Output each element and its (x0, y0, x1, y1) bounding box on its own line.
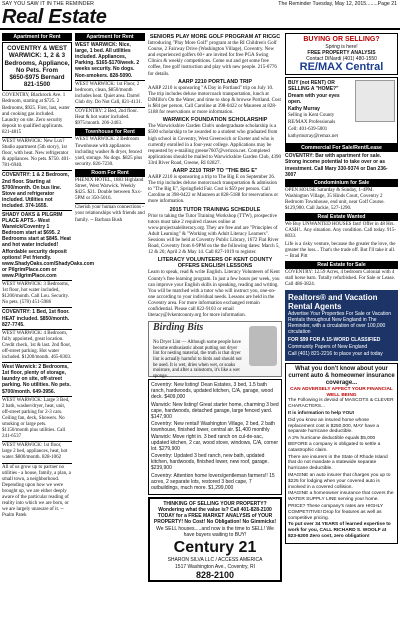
land-head: Real Estate for Sale (285, 261, 398, 269)
classified-ad: COVENTRY: 12.59 Acres, 4 bedroom Colonial with 4 stall horse barn. Totally refurbished. For Sale or Lease. Call 486-3824. (285, 269, 395, 288)
century21-ad (148, 497, 282, 582)
agent-ad (285, 77, 398, 144)
house-image (355, 80, 395, 122)
insurance-head: What you don't know about your current auto & homeowner insurance coverage... (288, 365, 395, 386)
classified-ad: WEST WARWICK: 1st Floor, 2 bedroom, clean, $850/month includes heat. Quiet area. Darrel Club dry. Do Not Call, 821-4131. (75, 81, 143, 105)
column-right (285, 33, 398, 621)
story-body: Introducing "Play More Golf" program at the RI Children's Golf Course, 2 Fairway Drive (Washington Village), Coventry. New and experienced golfers 60+ are invited for free PGA Swing Clinics & weekly competitions. Come out and get some free coffee, free golf instruction and play with new people. 215-0776 for details. (148, 41, 277, 77)
buying-head: BUYING OR SELLING? (303, 36, 380, 43)
classified-ad: WEST WARWICK: Nice, large, 1 bed. All utilities included. Appliances, Parking. $165-$170/week. 2 weeks security. No dogs. Non-smokers. 828-5090. (75, 42, 140, 79)
column-news (148, 33, 282, 621)
century21-logo: Century 21 (173, 539, 257, 557)
story-title: AARP 2210 TRIP TO "THE BIG E" (172, 167, 258, 174)
insurance-bullet: There are insurers in the State of Rhode Island that do not mandate a statewide separate hurricane deductible. (288, 454, 388, 472)
birding-text: No Dryer Lint — Although some people have become enthusiastic about putting out dryer lint for nesting material, the truth is that dryer lint is actually harmful to birds and should not be used. It is wet, dries when wet, or soaks moisture, and after a rainstorm, it's like a wet sponge. (153, 340, 242, 379)
insurance-imagine: IMAGINE a homeowner insurance that covers the WATER SUPPLY LINE serving your home. (288, 491, 394, 503)
realtors-body: Advertise Your Properties For Sale or Vacation Rentals throughout New England in The Reminder, with a circulation of over 100,000 circulation (288, 311, 392, 336)
buying-report: FREE PROPERTY ANALYSIS (307, 50, 376, 57)
column-head: Apartment for Rent (2, 33, 72, 41)
realtors-price: FOR $99 FOR A 15-WORD CLASSIFIED (288, 336, 381, 343)
column-apartments-2 (75, 33, 145, 621)
story-body: AARP 2210 is sponsoring "A Day in Portland" trip on July 10. The trip includes deluxe motorcoach transportation, lunch at DiMillo's On the Water, and time to shop & browse Portland. Cost is $84 per person. Call Caroline at 398-0422 or Maureen at 828-5188 for reservations or more information. (148, 85, 281, 116)
agent-email: kathymurray@remax.net (288, 134, 339, 140)
listing: Coventry: New listing! Dean Estates, 3 bed, 1.5 bath ranch, hardwoods, updated kitchen, C/A, garage, wood deck. $409,000 (151, 382, 274, 401)
insurance-ad (285, 363, 398, 544)
agent-title: Selling in Kent County (288, 112, 335, 118)
community-papers: Community Papers of New England (288, 343, 368, 350)
classified-ad: WEST WARWICK: 1st floor, large 2 bed, appliances, heat, hot water. $800/month. 828-1062 (2, 443, 68, 461)
story-body: Prior to taking the Tutor Training Workshop (TTW), prospective tutors must take 2 required classes online at www.projectsaleliteracy.org. They are free and are "Principles of Adult Learning" & "Working with Adult Literacy Learners". Sessions will be held at Coventry Public Library, 1672 Flat River Road, Coventry from 6-9PM on the the following dates: March 5, 12 & 26; April 2 & May 14. Call 827-1019 to register. (148, 213, 280, 256)
story-title: AARP 2210 PORTLAND TRIP (178, 78, 252, 85)
insurance-warning: CAN ADVERSELY AFFECT YOUR FINANCIAL WELL BEING (290, 386, 393, 398)
listing: Warwick: New listing! Great starter home, charming 3 bed cape, hardwoods, detached garage, large fenced yard. $147,900 (151, 401, 279, 420)
classified-ad: COVENTRY: 2 Bed, 2nd floor. Heat & hot water included. $975/month. 206-2403. (75, 109, 138, 127)
listing: Warwick: Move right in. 3 bed ranch on cul-de-sac, updated kitchen, 2 car, wood stove, windows, C/A, corner lot. $279,900 (151, 433, 279, 453)
buying-contact: Contact DiNardi (401) 480-1550 (306, 56, 377, 63)
masthead-right: The Reminder Tuesday, May 12, 2015........Page 21 (278, 1, 397, 7)
classified-ad: WEST WARWICK: New Lux? Studio apartment (5th story), 1st floor, with heat. New refrigerator & appliances. No pets. $750. 401-781-6940. (2, 138, 71, 169)
listing: Coventry: New rental! Washington Village, 2 bed, 2 bath townhouse, finished lower, central air. $1,400 monthly (151, 420, 275, 433)
column-apartments-1 (2, 33, 95, 621)
c21-address: 1517 Washington Ave., Coventry, RI (175, 564, 255, 571)
story-body: The Warwickshire Garden Club's undergraduate scholarship is a $500 scholarship to be awarded to a student who graduated from high school in Coventry, West Greenwich or Exeter and who is currently enrolled in a four-year college. Applications may be requested by e-mailing greene7607@verizon.net. Completed applications should be mailed to Warwickshire Garden Club, 4390 33rd River Road, Greene, RI 02827. (148, 124, 281, 166)
ad-coventry-west-warwick: COVENTRY & WEST WARWICK: 1, 2 & 3 Bedrooms, Appliance, No Pets. From $650-$975 Bernard 821-1500 (2, 42, 72, 91)
bird-image (249, 326, 277, 366)
birding-bits-ad (148, 321, 282, 377)
buying-sub: Spring is here! (325, 44, 358, 50)
quote: All of us grow up to partner no utilities - a house, family, a plan, a small town, a neighborhood. Depending upon how we were brought up, we are either deeply aware of the particular reading of reality into which we are born, or we are largely unaware of it. -- Psalm Patek (2, 464, 71, 519)
insurance-sub: The Following is devoid of MASCOTS & CLEVER CHARACTERS... (288, 398, 394, 410)
birding-title: Birding Bits (153, 322, 204, 334)
story-body: AARP 2210 is sponsoring a trip to The Big E on September 26. The trip includes deluxe motorcoach transportation & admission to "The Big E", Springfield Fair. Cost is $59 per person. Call Caroline at 398-0422 or Maureen at 828-5188 for reservations or more information. (148, 175, 279, 205)
insurance-bullet: A 2% hurricane deductible equals $5,000 BEFORE a company is obligated to settle a catastrophic claim. (288, 436, 381, 453)
story-title: WARWICK FOUNDATION SCHOLARSHIP (162, 117, 268, 124)
insurance-final: To put over 34 YEARS of learned expertise to work for you, CALL RICHARD S. WOOLF at 823-6200 Zero cost, zero obligation! (288, 522, 391, 539)
realtors-head: Realtors® and Vacation Rental Agents (288, 293, 378, 312)
classified-ad: COVENTRY, Blackrock Ave. 1 Bedroom, starting at $725. 2 Bedrooms, $925. First, last, water and cooking gas included. Laundry on site. Zero security deposit to qualified applicants. 821-4815 (2, 93, 70, 135)
classified-ad: West Warwick: 2 Bedrooms, 1st floor, plenty of storage, laundry on site, off-street parking. No utilities. No pets. $700/month. 649-3956. (2, 364, 71, 395)
story-title: SENIORS PLAY MORE GOLF PROGRAM AT RICGC (149, 34, 281, 40)
insurance-imagine: IMAGINE an auto insurer that charges you up to $225 for lodging when your covered auto is involved in a covered collision. (288, 473, 391, 490)
masthead (0, 0, 400, 30)
c21-question: THINKING OF SELLING YOUR PROPERTY? Wondering what the value is? Call 401-828-2100 TODAY for a FREE MARKET ANALYSIS of YOUR PROPERTY! No Cost! No Obligation! No Gimmicks! (153, 500, 277, 526)
listing: Coventry: Updated 3 bed ranch, new bath, updated kitchen, hardwoods, finished lower, new roof, garage. $239,900 (151, 453, 269, 472)
insurance-bullet: Did you know an insured home whose replacement cost is $250,000, MAY have a separate hurricane deductible. (288, 417, 380, 435)
masthead-left: SAY YOU SAW IT IN THE REMINDER (2, 1, 94, 7)
story-title: 2015 TUTOR TRAINING SCHEDULE (169, 206, 261, 213)
condo-head: Condominium for Sale (285, 179, 398, 187)
townhouse-head: Townhouse for Rent (75, 128, 145, 136)
remax-logo: RE/MAX Central (299, 61, 384, 74)
classified-ad: PHENIX HOTEL, 1883 Highland Street, West Warwick. Weekly $425. $21. Double between Xxx-5PM or 350-5016. (75, 177, 144, 202)
remax-ad (285, 33, 398, 75)
quote: Cherish your human connections - your relationships with friends and family. -- Barbara Bush (75, 205, 145, 223)
classified-ad: We Buy UNWANTED HOUSES fast! Offer in 48 Hrs. CASH!.. Any situation. Any condition. Call today. 915-8033. (285, 222, 397, 240)
commercial-head: Commercial For Sale/Rent/Lease (285, 144, 398, 152)
classified-ad: COVENTRY: 1 & 2 Bedroom, 2nd floor. Starting at $700/month. On bus line. Stove and refrigerator included. Utilities not included. 374-1655. (2, 172, 69, 209)
listings-box (148, 379, 282, 495)
c21-sell: We SELL houses.....and now is the time to SELL! We have buyers waiting to BUY! (156, 526, 274, 539)
c21-office: SHARON SILVA LLC / ACCESS AMERICA (167, 557, 263, 564)
classified-ad: WEST WARWICK: 3 Bedrooms, 1st floor, hot water included, $1200/month. Call Lou. Security. No pets. (570) 451-5986 (2, 282, 70, 306)
quote: Life is a risky venture, because the greater the love, the greater the loss... That's the trade off. But I'll take it all. -- Brad Pitt (285, 241, 396, 259)
classified-ad: OPEN HOUSE Saturday & Sunday, 1-4PM. Washington Village, 35 Hinds Court, Coventry 2 Bedroom Townhouse, end unit, near Golf Course. $129,900. Call Jackie, 527-1290. (285, 187, 385, 212)
classified-ad: COVENTRY: Bar with apartment for sale. Strong income potential to take over or as investment. Call Mary 330-9374 or Dan 236-3007 (285, 153, 388, 178)
classified-ad: WEST WARWICK: Large 3 Bed, 2 bath, washer/dryer, heat, unit, off-street parking for 2-3 cars. Ceiling fan, deck, Showers. No smoking or large pets. $1150/month plus utilities. Call 241-6537 (2, 397, 70, 440)
story-title: LITERACY VOLUNTEERS OF KENT COUNTY OFFERS ENGLISH LESSONS (157, 257, 273, 270)
insurance-close: PRICE? These company's rates are HIGHLY COMPETITIVE! Drop for features as well as competitive pricing. (288, 503, 384, 521)
room-head: Room For Rent (75, 169, 145, 177)
agent-name: Kathy Murray (288, 105, 320, 112)
classified-ad: COVENTRY: 1 Bed, 1st floor. HEAT included. $850/month. 827-7745. (2, 309, 70, 328)
agent-company: RE/MAX Professionals (288, 119, 336, 125)
classified-ad: WEST WARWICK: 2 Bedroom Townhouse with appliances including washer & dryer, fenced yard, storage. No dogs. $825 plus security. 826-7230. (75, 137, 143, 167)
classified-ad: SHADY OAKS & PILGRIM PLACE APTS.- West Warwick/Coventry 1 Bedroom start at $695. 2 Bedrooms start at $845. Heat and hot water included! Affordable security deposit options! Pet friendly. www.ShadyOaks.com/ShadyOaks.com or PilgrimPlace.com or www.PilgrimPlace.com (2, 212, 95, 279)
column-head: Apartment for Rent (75, 33, 145, 41)
story-body: Learn to speak, read & write English. Literacy Volunteers of Kent County's free learning program. In just a few hours per week, you can improve your English skills in speaking, reading and writing. You will be matched with a tutor who will instruct you, one-on-one according to your individual needs. Lessons are held in the Coventry area. For more information exchanged remain confidential. Please call 822-9103 or email literacy@lvkentcounty.org for more information. (148, 270, 280, 319)
classified-ad: WEST WARWICK: 4 Bedroom, fully appointed, great location. Credit check, 1st & last. 2nd floor, off-street parking. Hot water included. $1200/month. 465-8303. (2, 330, 72, 361)
buy-tagline: BUY (not RENT) OR SELLING A "HOME?" Dream with your eyes open. (288, 80, 340, 105)
listing: Coventry: Attention home lovers/gentleman farmers!! 15 acres, 2 separate lots, restored 3 bed cape, 7 outbuildings, much more. $1,299,000 (151, 472, 275, 491)
agent-phone: Cell: 401-639-5001 (288, 127, 328, 133)
wanted-head: Real Estate Wanted (285, 213, 398, 221)
section-title: Real Estate (2, 6, 107, 28)
community-sub: Call (401) 821-2216 to place your ad today (288, 350, 383, 357)
realtors-ad (285, 290, 398, 361)
c21-phone: 828-2100 (195, 569, 235, 580)
insurance-info: It is information to help YOU! (288, 411, 355, 417)
